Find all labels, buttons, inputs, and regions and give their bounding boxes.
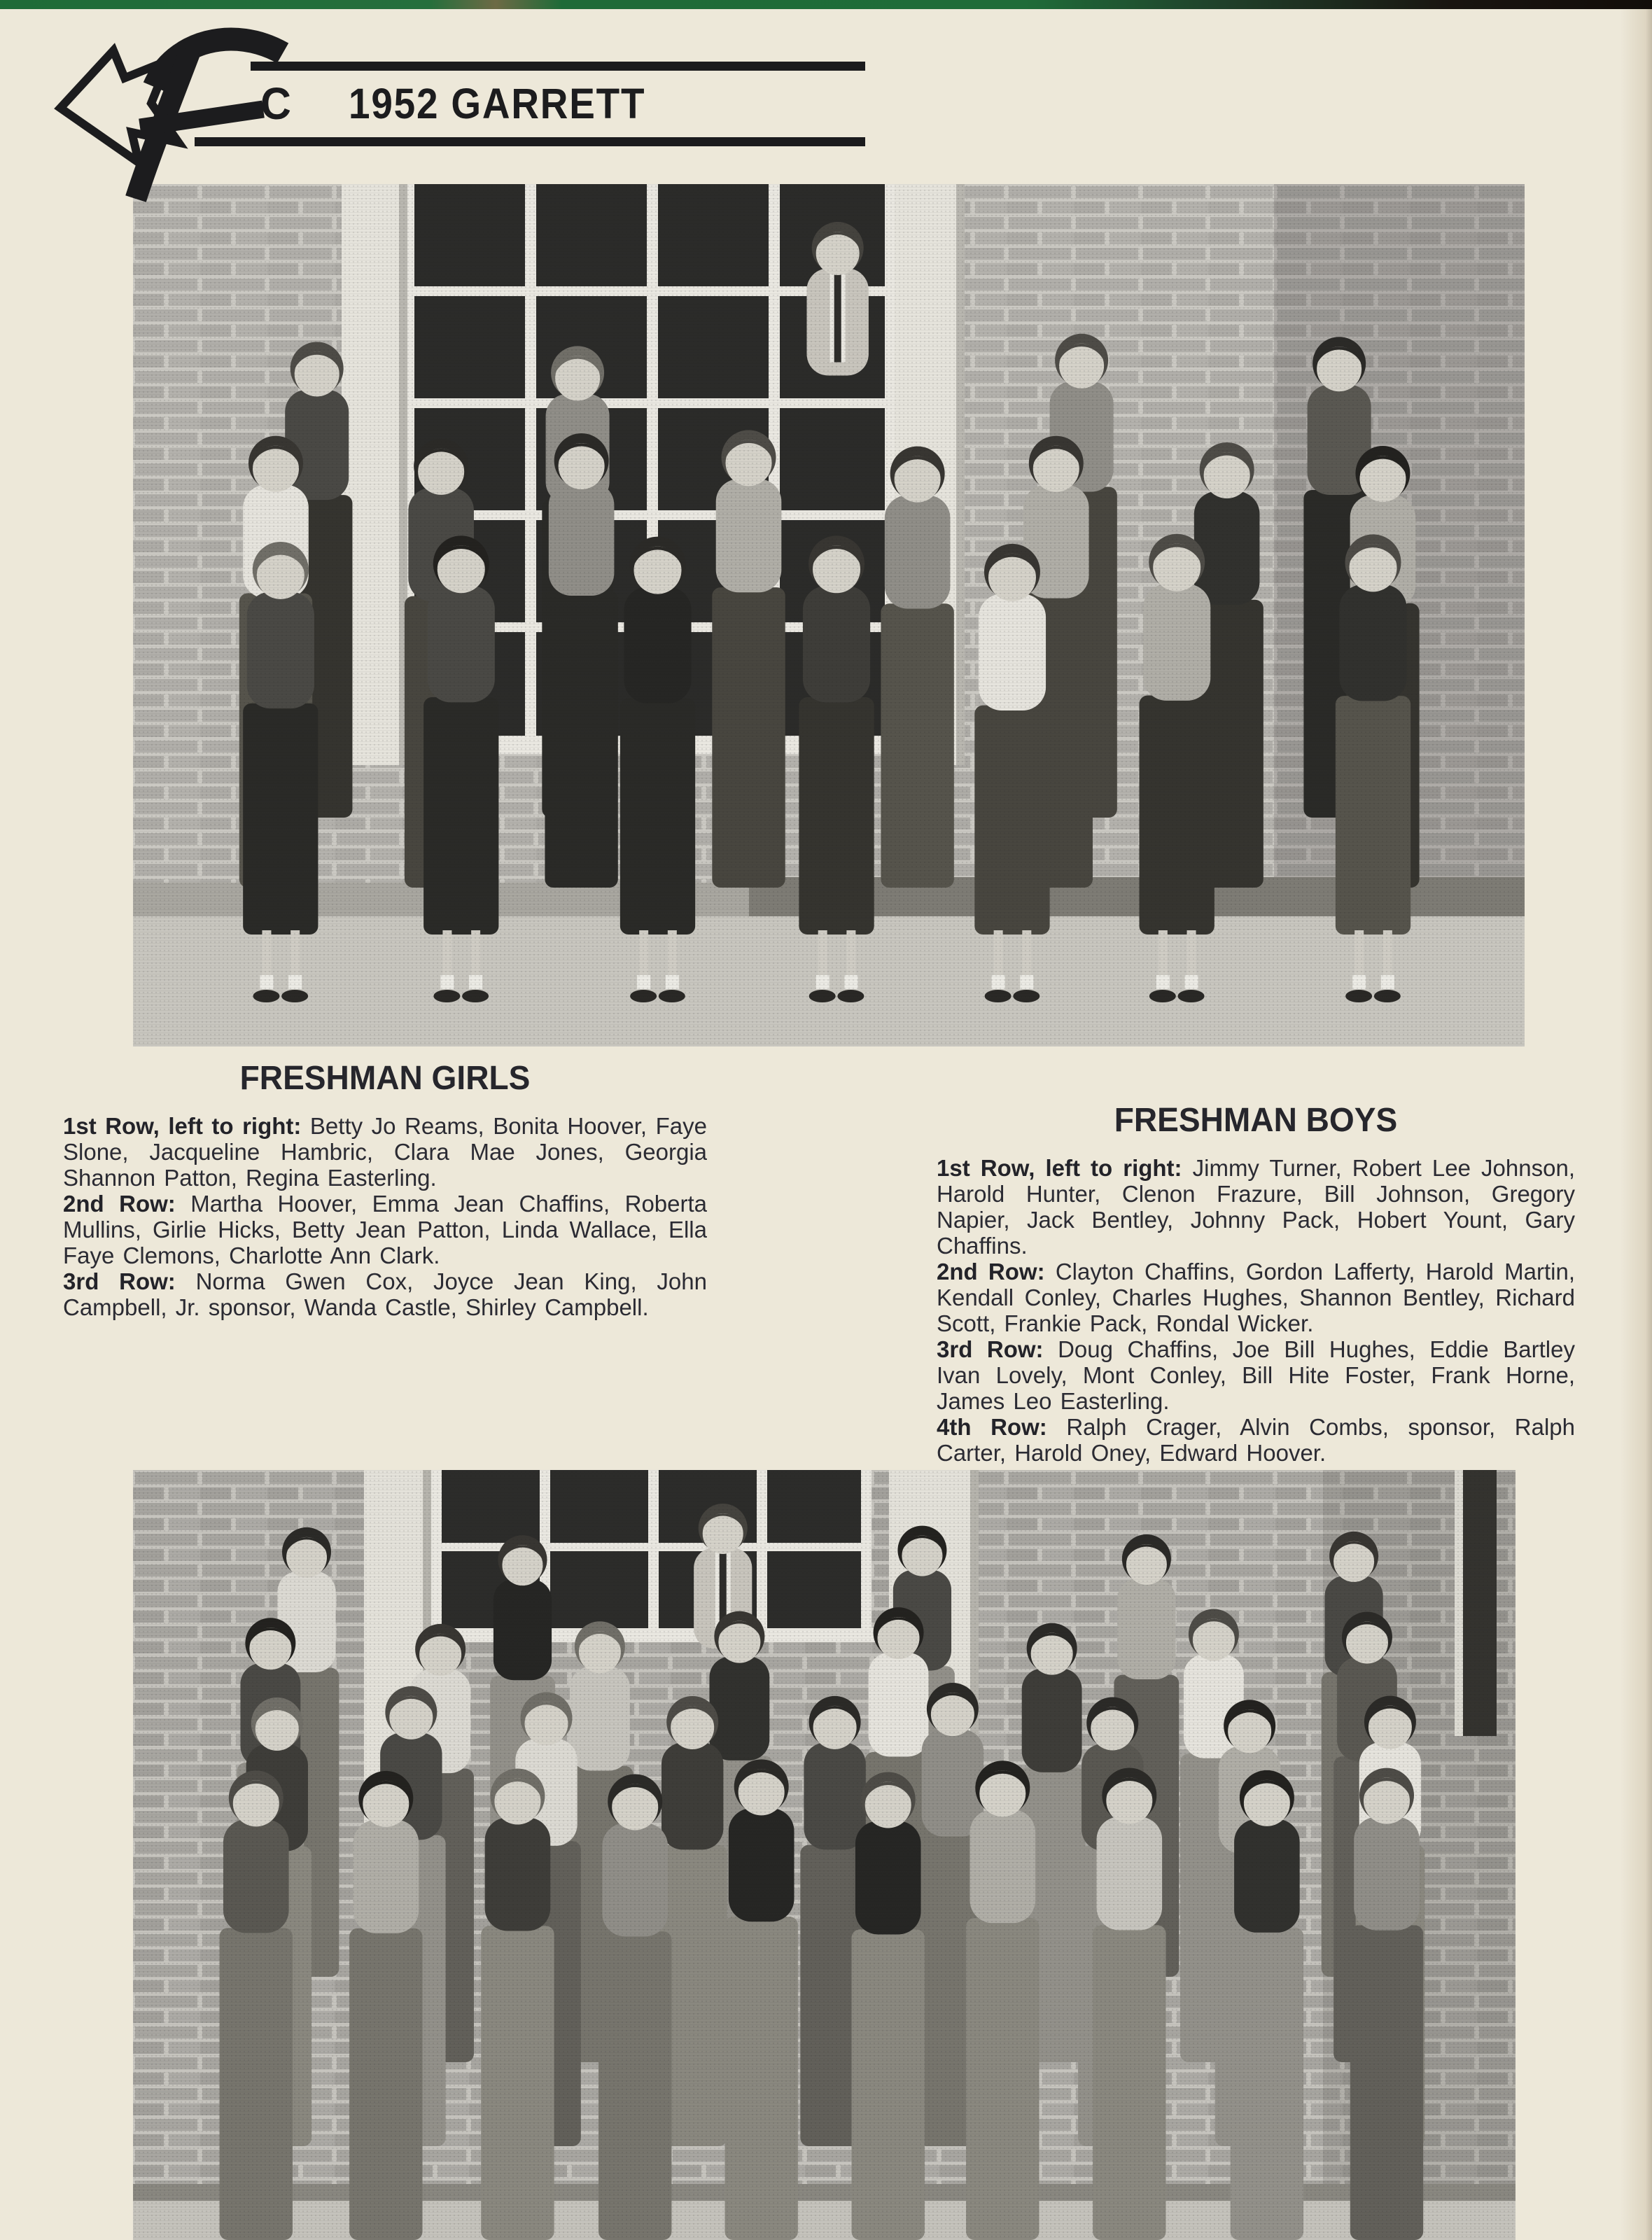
book-spine-edge: [0, 0, 1652, 9]
header-rule-top: [251, 62, 865, 71]
freshman-boys-photo-art: [133, 1470, 1516, 2240]
boys-caption-row-1: [937, 1155, 1575, 1259]
row-names: Ralph Crager, Alvin Combs, sponsor, Ralph Carter, Harold Oney, Edward Hoover.: [937, 1414, 1575, 1466]
row-label: 3rd Row:: [937, 1336, 1044, 1363]
freshman-girls-caption: [63, 1061, 707, 1320]
boys-caption-row-2: [937, 1259, 1575, 1336]
girls-caption-row-2: [63, 1191, 707, 1268]
row-label: 3rd Row:: [63, 1268, 176, 1295]
freshman-boys-title: FRESHMAN BOYS: [1114, 1102, 1398, 1139]
row-names: Jimmy Turner, Robert Lee Johnson, Harold Hunter, Clenon Frazure, Bill Johnson, Gregory Napier, Jack Bentley, Johnny Pack, Hobert Yount, Gary Chaffins.: [937, 1155, 1575, 1259]
row-names: Clayton Chaffins, Gordon Lafferty, Harold Martin, Kendall Conley, Charles Hughes, Shannon Bentley, Richard Scott, Frankie Pack, Rondal Wicker.: [937, 1259, 1575, 1337]
header-title: 1952 GARRETT: [349, 80, 646, 127]
girls-caption-row-1: [63, 1113, 707, 1191]
row-label: 2nd Row:: [63, 1191, 176, 1217]
row-label: 2nd Row:: [937, 1259, 1045, 1285]
boys-caption-row-4: [937, 1414, 1575, 1466]
row-names: Betty Jo Reams, Bonita Hoover, Faye Slone, Jacqueline Hambric, Clara Mae Jones, Georgia Shannon Patton, Regina Easterling.: [63, 1113, 707, 1191]
freshman-girls-title: FRESHMAN GIRLS: [239, 1060, 531, 1097]
row-label: 1st Row, left to right:: [937, 1155, 1182, 1182]
boys-caption-row-3: [937, 1336, 1575, 1414]
freshman-boys-caption: [937, 1103, 1575, 1466]
girls-caption-row-3: [63, 1268, 707, 1320]
row-names: Norma Gwen Cox, Joyce Jean King, John Campbell, Jr. sponsor, Wanda Castle, Shirley Campbell.: [63, 1268, 707, 1321]
freshman-boys-photo: [133, 1470, 1516, 2240]
row-names: Doug Chaffins, Joe Bill Hughes, Eddie Bartley Ivan Lovely, Mont Conley, Bill Hite Foster, Frank Horne, James Leo Easterling.: [937, 1336, 1575, 1415]
row-label: 1st Row, left to right:: [63, 1113, 302, 1140]
row-names: Martha Hoover, Emma Jean Chaffins, Roberta Mullins, Girlie Hicks, Betty Jean Patton, Linda Wallace, Ella Faye Clemons, Charlotte Ann Clark.: [63, 1191, 708, 1269]
header-letter-c: C: [260, 78, 291, 129]
row-label: 4th Row:: [937, 1414, 1047, 1441]
freshman-girls-photo: [133, 184, 1525, 1046]
freshman-girls-photo-art: [133, 184, 1525, 1046]
